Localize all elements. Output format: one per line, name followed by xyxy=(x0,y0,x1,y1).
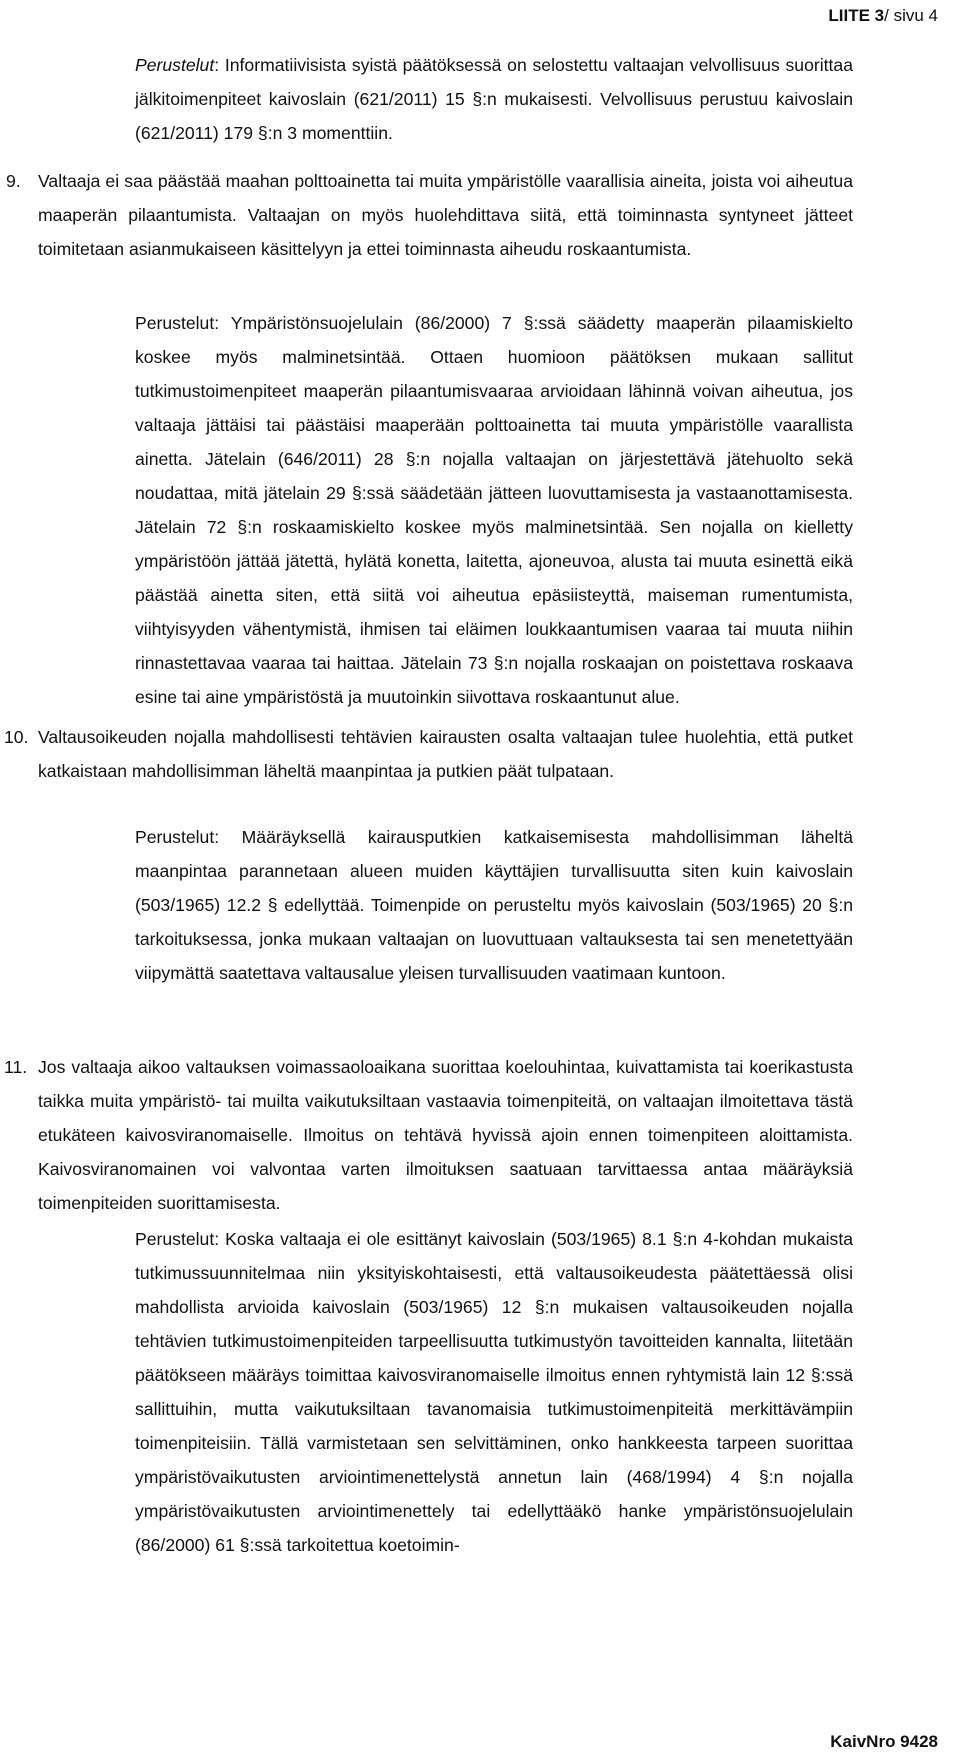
item-11-reason-text: Koska valtaaja ei ole esittänyt kaivoslain (503/1965) 8.1 §:n 4-kohdan mukaista tutkimussuunnitelmaa niin yksityiskohtaisesti, että valtausoikeudesta päätettäessä olisi mahdollista arvioida kaivoslain (503/1965) 12 §:n mukaisen valtausoikeuden nojalla tehtävien tutkimustoimenpiteiden tarpeellisuutta tutkimustyön tavoitteiden kannalta, liitetään päätökseen määräys toimittaa kaivosviranomaiselle ilmoitus ennen ryhtymistä lain 12 §:ssä sallittuihin, mutta vaikutuksiltaan tavanomaisia tutkimustoimenpiteitä merkittävämpiin toimenpiteisiin. Tällä varmistetaan sen selvittäminen, onko hankkeesta tarpeen suorittaa ympäristövaikutusten arviointimenettelystä annetun lain (468/1994) 4 §:n nojalla ympäristövaikutusten arviointimenettely tai edellyttääkö hanke ympäristönsuojelulain (86/2000) 61 §:ssä tarkoitettua koetoimin- xyxy=(135,1229,853,1555)
intro-text: : Informatiivisista syistä päätöksessä on selostettu valtaajan velvollisuus suorittaa jälkitoimenpiteet kaivoslain (621/2011) 15 §:n mukaisesti. Velvollisuus perustuu kaivoslain (621/2011) 179 §:n 3 momenttiin. xyxy=(135,55,853,143)
item-9-text: Valtaaja ei saa päästää maahan polttoainetta tai muita ympäristölle vaarallisia aineita, joista voi aiheutua maaperän pilaantumista. Valtaajan on myös huolehdittava siitä, että toiminnasta syntyneet jätteet toimitetaan asianmukaiseen käsittelyyn ja ettei toiminnasta aiheudu roskaantumista. xyxy=(38,171,853,259)
item-10-text: Valtausoikeuden nojalla mahdollisesti tehtävien kairausten osalta valtaajan tulee huolehtia, että putket katkaistaan mahdollisimman läheltä maanpintaa ja putkien päät tulpataan. xyxy=(38,727,853,781)
item-11-number: 11. xyxy=(4,1057,28,1077)
item-10-reason-label: Perustelut: xyxy=(135,827,220,847)
item-9-reason xyxy=(135,306,853,714)
item-11-reason xyxy=(135,1222,853,1562)
item-9-reason-label: Perustelut: xyxy=(135,313,220,333)
item-11-reason-label: Perustelut: xyxy=(135,1229,220,1249)
item-10-number: 10. xyxy=(4,727,29,747)
intro-label: Perustelut xyxy=(135,55,215,75)
intro-paragraph xyxy=(135,48,853,150)
item-9-number: 9. xyxy=(6,171,21,191)
appendix-label: LIITE 3 xyxy=(828,6,885,25)
item-11-text: Jos valtaaja aikoo valtauksen voimassaoloaikana suorittaa koelouhintaa, kuivattamista tai koerikastusta taikka muita ympäristö- tai muilta vaikutuksiltaan vastaavia toimenpiteitä, on valtaajan ilmoitettava tästä etukäteen kaivosviranomaiselle. Ilmoitus on tehtävä hyvissä ajoin ennen toimenpiteen aloittamista. Kaivosviranomainen voi valvontaa varten ilmoituksen saatuaan tarvittaessa antaa määräyksiä toimenpiteiden suorittamisesta. xyxy=(38,1057,853,1213)
item-9-reason-text: Ympäristönsuojelulain (86/2000) 7 §:ssä säädetty maaperän pilaamiskielto koskee myös malminetsintää. Ottaen huomioon päätöksen mukaan sallitut tutkimustoimenpiteet maaperän pilaantumisvaaraa arvioidaan lähinnä voivan aiheutua, jos valtaaja jättäisi tai päästäisi maaperään polttoainetta tai muuta ympäristölle vaarallista ainetta. Jätelain (646/2011) 28 §:n nojalla valtaajan on järjestettävä jätehuolto sekä noudattaa, mitä jätelain 29 §:ssä säädetään jätteen luovuttamisesta ja vastaanottamisesta. Jätelain 72 §:n roskaamiskielto koskee myös malminetsintää. Sen nojalla on kielletty ympäristöön jättää jätettä, hylätä konetta, laitetta, ajoneuvoa, alusta tai muuta esinettä eikä päästää ainetta siten, että siitä voi aiheutua epäsiisteyttä, maiseman rumentumista, viihtyisyyden vähentymistä, ihmisen tai eläimen loukkaantumisen vaaraa tai muuta niihin rinnastettavaa vaaraa tai haittaa. Jätelain 73 §:n nojalla roskaajan on poistettava roskaava esine tai aine ympäristöstä ja muutoinkin siivottava roskaantunut alue. xyxy=(135,313,853,707)
page-number: / sivu 4 xyxy=(884,6,938,25)
item-10-reason xyxy=(135,820,853,990)
page-header xyxy=(828,6,938,26)
item-10-reason-text: Määräyksellä kairausputkien katkaisemisesta mahdollisimman läheltä maanpintaa parannetaan alueen muiden käyttäjien turvallisuutta siten kuin kaivoslain (503/1965) 12.2 § edellyttää. Toimenpide on perusteltu myös kaivoslain (503/1965) 20 §:n tarkoituksessa, jonka mukaan valtaajan on luovuttuaan valtauksesta tai sen menetettyään viipymättä saatettava valtausalue yleisen turvallisuuden vaatimaan kuntoon. xyxy=(135,827,854,983)
case-number: KaivNro 9428 xyxy=(830,1732,938,1751)
